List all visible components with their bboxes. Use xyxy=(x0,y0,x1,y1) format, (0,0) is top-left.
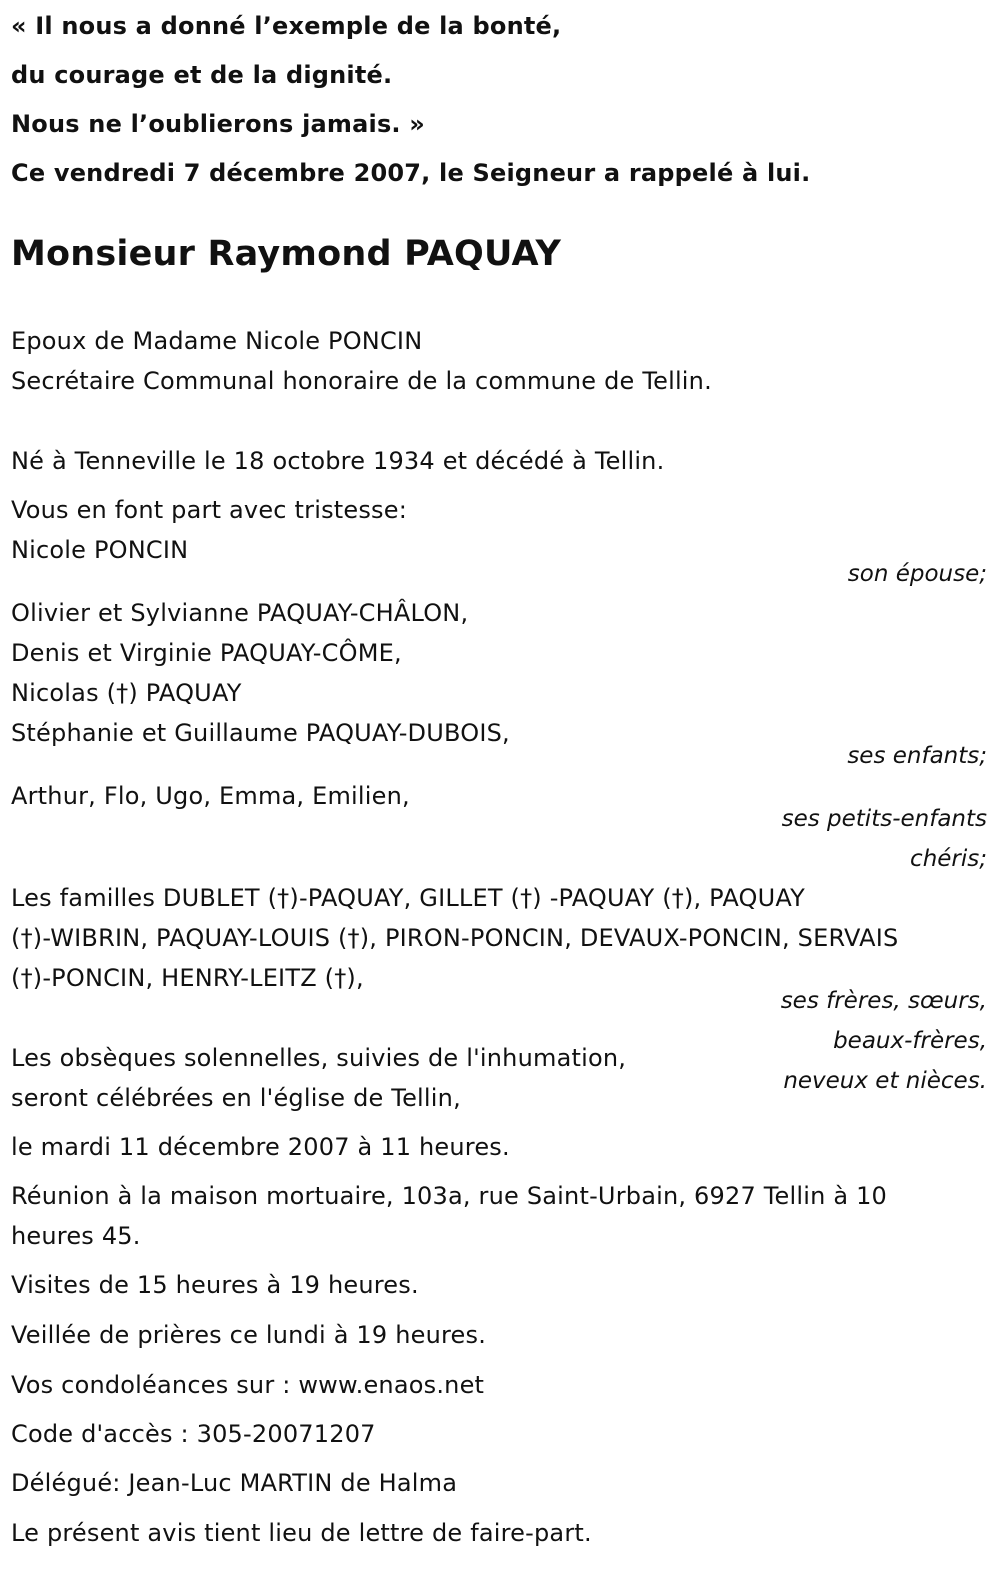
access-code-line: Code d'accès : 305-20071207 xyxy=(11,1420,376,1448)
grandchildren-role-1: ses petits-enfants xyxy=(781,806,987,832)
meeting-line-1: Réunion à la maison mortuaire, 103a, rue Saint-Urbain, 6927 Tellin à 10 xyxy=(11,1182,888,1210)
meeting-line-2: heures 45. xyxy=(11,1222,141,1250)
families-line-1: Les familles DUBLET (†)-PAQUAY, GILLET (†) -PAQUAY (†), PAQUAY xyxy=(11,884,805,912)
child-line-2: Denis et Virginie PAQUAY-CÔME, xyxy=(11,639,402,667)
announce-line: Vous en font part avec tristesse: xyxy=(11,496,408,524)
wife-name: Nicole PONCIN xyxy=(11,536,189,564)
quote-line-1: « Il nous a donné l’exemple de la bonté, xyxy=(11,12,562,40)
quote-line-3: Nous ne l’oublierons jamais. » xyxy=(11,110,426,138)
vigil-line: Veillée de prières ce lundi à 19 heures. xyxy=(11,1321,487,1349)
wife-role: son épouse; xyxy=(847,561,987,587)
families-line-3: (†)-PONCIN, HENRY-LEITZ (†), xyxy=(11,964,364,992)
families-role-2: beaux-frères, xyxy=(833,1028,987,1054)
families-line-2: (†)-WIBRIN, PAQUAY-LOUIS (†), PIRON-PONCIN, DEVAUX-PONCIN, SERVAIS xyxy=(11,924,899,952)
birth-death-line: Né à Tenneville le 18 octobre 1934 et décédé à Tellin. xyxy=(11,447,665,475)
delegate-line: Délégué: Jean-Luc MARTIN de Halma xyxy=(11,1469,458,1497)
children-role: ses enfants; xyxy=(847,743,987,769)
quote-line-2: du courage et de la dignité. xyxy=(11,61,393,89)
child-line-4: Stéphanie et Guillaume PAQUAY-DUBOIS, xyxy=(11,719,510,747)
funeral-line-1: Les obsèques solennelles, suivies de l'inhumation, xyxy=(11,1044,627,1072)
death-announcement: Ce vendredi 7 décembre 2007, le Seigneur a rappelé à lui. xyxy=(11,159,811,187)
funeral-date: le mardi 11 décembre 2007 à 11 heures. xyxy=(11,1133,510,1161)
visits-line: Visites de 15 heures à 19 heures. xyxy=(11,1271,419,1299)
spouse-line: Epoux de Madame Nicole PONCIN xyxy=(11,327,423,355)
notice-line: Le présent avis tient lieu de lettre de faire-part. xyxy=(11,1519,592,1547)
condolences-line: Vos condoléances sur : www.enaos.net xyxy=(11,1371,485,1399)
child-line-3: Nicolas (†) PAQUAY xyxy=(11,679,242,707)
child-line-1: Olivier et Sylvianne PAQUAY-CHÂLON, xyxy=(11,599,469,627)
deceased-name: Monsieur Raymond PAQUAY xyxy=(11,234,562,274)
families-role-1: ses frères, sœurs, xyxy=(780,988,987,1014)
grandchildren-role-2: chéris; xyxy=(910,846,987,872)
grandchildren-line: Arthur, Flo, Ugo, Emma, Emilien, xyxy=(11,782,410,810)
honorary-title: Secrétaire Communal honoraire de la commune de Tellin. xyxy=(11,367,712,395)
funeral-line-2: seront célébrées en l'église de Tellin, xyxy=(11,1084,461,1112)
families-role-3: neveux et nièces. xyxy=(783,1068,987,1094)
